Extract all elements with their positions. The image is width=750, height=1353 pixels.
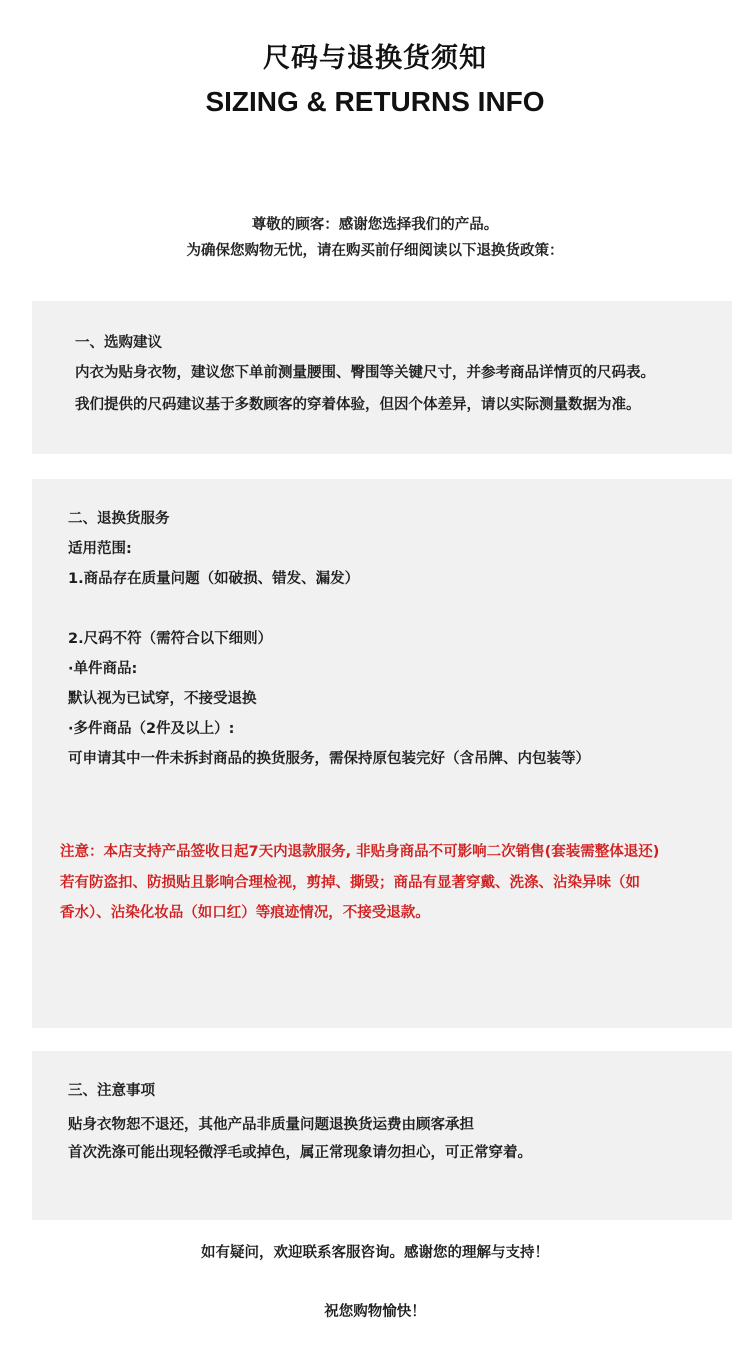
section-text-line: 首次洗涤可能出现轻微浮毛或掉色，属正常现象请勿担心，可正常穿着。 xyxy=(68,1145,532,1161)
multi-item-label: ·多件商品（2件及以上）: xyxy=(68,721,235,737)
greeting-line-1: 尊敬的顾客：感谢您选择我们的产品。 xyxy=(251,217,499,233)
section-purchase-advice xyxy=(32,301,732,454)
section-heading: 三、注意事项 xyxy=(68,1083,155,1099)
scope-item-quality: 1.商品存在质量问题（如破损、错发、漏发） xyxy=(68,571,360,587)
scope-label: 适用范围: xyxy=(68,541,132,557)
contact-note: 如有疑问，欢迎联系客服咨询。感谢您的理解与支持！ xyxy=(201,1245,549,1261)
notice-line: 若有防盗扣、防损贴且影响合理检视，剪掉、撕毁；商品有显著穿戴、洗涤、沾染异味（如 xyxy=(60,875,640,891)
section-text-line: 贴身衣物恕不退还，其他产品非质量问题退换货运费由顾客承担 xyxy=(68,1117,474,1133)
section-heading: 二、退换货服务 xyxy=(68,511,170,527)
page-title-chinese: 尺码与退换货须知 xyxy=(263,43,487,74)
notice-line: 香水）、沾染化妆品（如口红）等痕迹情况，不接受退款。 xyxy=(60,905,430,921)
section-returns-service xyxy=(32,479,732,1028)
section-text-line: 内衣为贴身衣物，建议您下单前测量腰围、臀围等关键尺寸，并参考商品详情页的尺码表。 xyxy=(75,365,655,381)
single-item-text: 默认视为已试穿，不接受退换 xyxy=(68,691,257,707)
multi-item-text: 可申请其中一件未拆封商品的换货服务，需保持原包装完好（含吊牌、内包装等） xyxy=(68,751,590,767)
greeting-line-2: 为确保您购物无忧，请在购买前仔细阅读以下退换货政策： xyxy=(186,243,564,259)
section-text-line: 我们提供的尺码建议基于多数顾客的穿着体验，但因个体差异，请以实际测量数据为准。 xyxy=(75,397,641,413)
scope-item-size: 2.尺码不符（需符合以下细则） xyxy=(68,631,273,647)
section-heading: 一、选购建议 xyxy=(75,335,162,351)
page-title-english: SIZING & RETURNS INFO xyxy=(205,86,545,117)
section-notes xyxy=(32,1051,732,1220)
notice-line: 注意：本店支持产品签收日起7天内退款服务, 非贴身商品不可影响二次销售(套装需整体退还) xyxy=(60,844,660,860)
single-item-label: ·单件商品: xyxy=(68,661,138,677)
greeting-block xyxy=(0,212,750,264)
closing-wish: 祝您购物愉快！ xyxy=(324,1304,426,1320)
